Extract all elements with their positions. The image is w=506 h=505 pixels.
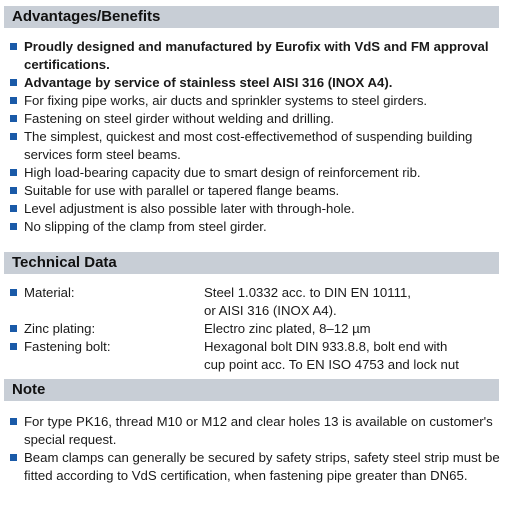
technical-value: Hexagonal bolt DIN 933.8.8, bolt end with xyxy=(204,339,448,354)
technical-row-zinc-plating xyxy=(10,320,500,338)
square-bullet-icon xyxy=(10,115,17,122)
list-item: Suitable for use with parallel or tapered flange beams. xyxy=(10,182,500,200)
square-bullet-icon xyxy=(10,223,17,230)
square-bullet-icon xyxy=(10,418,17,425)
list-item: No slipping of the clamp from steel girder. xyxy=(10,218,500,236)
note-list xyxy=(10,413,500,485)
technical-value-continued: cup point acc. To EN ISO 4753 and lock nut xyxy=(204,357,459,372)
list-item: The simplest, quickest and most cost-effectivemethod of suspending building services form steel beams. xyxy=(10,128,500,164)
technical-table xyxy=(10,284,500,374)
square-bullet-icon xyxy=(10,79,17,86)
square-bullet-icon xyxy=(10,169,17,176)
list-item: Beam clamps can generally be secured by safety strips, safety steel strip must be fitted according to VdS certification, when fastening pipe greater than DN65. xyxy=(10,449,500,485)
square-bullet-icon xyxy=(10,187,17,194)
technical-header: Technical Data xyxy=(4,252,499,274)
list-item: High load-bearing capacity due to smart design of reinforcement rib. xyxy=(10,164,500,182)
square-bullet-icon xyxy=(10,97,17,104)
technical-label: Material: xyxy=(24,285,75,300)
technical-label: Zinc plating: xyxy=(24,321,96,336)
square-bullet-icon xyxy=(10,454,17,461)
square-bullet-icon xyxy=(10,289,17,296)
square-bullet-icon xyxy=(10,343,17,350)
list-item: Fastening on steel girder without welding and drilling. xyxy=(10,110,500,128)
technical-row-material xyxy=(10,284,500,320)
advantages-header: Advantages/Benefits xyxy=(4,6,499,28)
advantages-list xyxy=(10,38,500,236)
square-bullet-icon xyxy=(10,133,17,140)
square-bullet-icon xyxy=(10,43,17,50)
technical-row-fastening-bolt xyxy=(10,338,500,374)
technical-label: Fastening bolt: xyxy=(24,339,111,354)
technical-value: Steel 1.0332 acc. to DIN EN 10111, xyxy=(204,285,411,300)
list-item: Proudly designed and manufactured by Eurofix with VdS and FM approval certifications. xyxy=(10,38,500,74)
list-item: Level adjustment is also possible later with through-hole. xyxy=(10,200,500,218)
technical-value: Electro zinc plated, 8–12 µm xyxy=(204,321,371,336)
square-bullet-icon xyxy=(10,205,17,212)
list-item: Advantage by service of stainless steel AISI 316 (INOX A4). xyxy=(10,74,500,92)
list-item: For fixing pipe works, air ducts and sprinkler systems to steel girders. xyxy=(10,92,500,110)
list-item: For type PK16, thread M10 or M12 and clear holes 13 is available on customer's special request. xyxy=(10,413,500,449)
square-bullet-icon xyxy=(10,325,17,332)
note-header: Note xyxy=(4,379,499,401)
technical-value-continued: or AISI 316 (INOX A4). xyxy=(204,303,337,318)
